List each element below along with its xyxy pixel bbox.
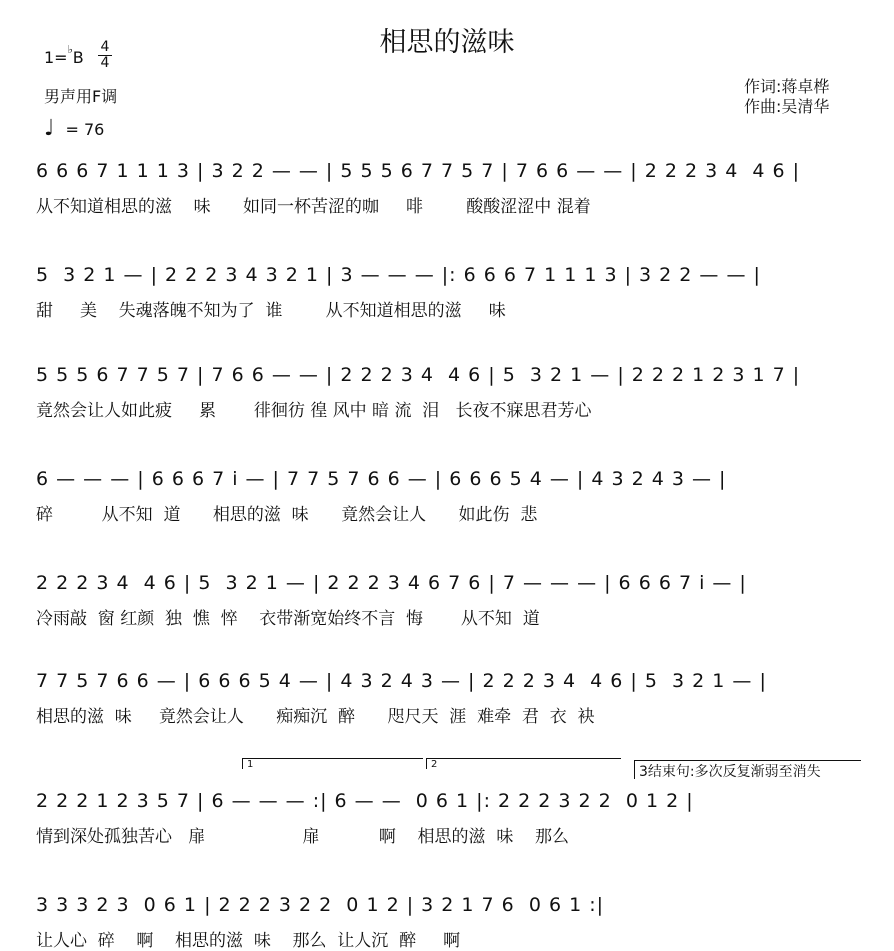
score-system-5: [36, 572, 860, 634]
notation-line: 6 6 6 7 1 1 1 3 | 3 2 2 — — | 5 5 5 6 7 7 5 7 | 7 6 6 — — | 2 2 2 3 4 4 6 |: [36, 160, 801, 182]
time-signature: [98, 40, 112, 71]
lyrics-line: 甜 美 失魂落魄不知为了 谁 从不知道相思的滋 味: [36, 301, 506, 321]
volta-third-ending: 3结束句:多次反复渐弱至消失: [634, 760, 861, 779]
key-prefix: 1=: [44, 48, 68, 67]
notation-line: 7 7 5 7 6 6 — | 6 6 6 5 4 — | 4 3 2 4 3 — | 2 2 2 3 4 4 6 | 5 3 2 1 — |: [36, 670, 767, 692]
flat-sign: ♭: [67, 43, 73, 56]
meter-top: 4: [100, 39, 110, 55]
lyrics-line: 冷雨敲 窗 红颜 独 憔 悴 衣带渐宽始终不言 悔 从不知 道: [36, 609, 540, 629]
score-system-1: [36, 160, 860, 222]
meter-bottom: 4: [100, 55, 110, 71]
quarter-note-icon: ♩: [44, 116, 55, 141]
notation-line: 3 3 3 2 3 0 6 1 | 2 2 2 3 2 2 0 1 2 | 3 2 1 7 6 0 6 1 :|: [36, 894, 605, 916]
notation-line: 2 2 2 3 4 4 6 | 5 3 2 1 — | 2 2 2 3 4 6 7 6 | 7 — — — | 6 6 6 7 i — |: [36, 572, 747, 594]
tempo-marking: [44, 116, 104, 141]
tempo-value: = 76: [65, 120, 105, 139]
male-key-note: 男声用F调: [44, 87, 118, 106]
score-system-3: [36, 364, 860, 426]
notation-line: 5 3 2 1 — | 2 2 2 3 4 3 2 1 | 3 — — — |: 6 6 6 7 1 1 1 3 | 3 2 2 — — |: [36, 264, 761, 286]
notation-line: 2 2 2 1 2 3 5 7 | 6 — — — :| 6 — — 0 6 1 |: 2 2 2 3 2 2 0 1 2 |: [36, 790, 694, 812]
composer-credit: 作曲:吴清华: [744, 97, 830, 116]
score-system-6: [36, 670, 860, 732]
score-system-4: [36, 468, 860, 530]
lyricist-credit: 作词:蒋卓桦: [744, 77, 830, 96]
page-title: 相思的滋味: [379, 27, 515, 58]
lyrics-line: 从不知道相思的滋 味 如同一杯苦涩的咖 啡 酸酸涩涩中 混着: [36, 197, 591, 217]
lyrics-line: 相思的滋 味 竟然会让人 痴痴沉 醉 咫尺天 涯 难牵 君 衣 袂: [36, 707, 595, 727]
lyrics-line: 让人心 碎 啊 相思的滋 味 那么 让人沉 醉 啊: [36, 931, 461, 951]
key-note: B: [72, 48, 84, 67]
lyrics-line: 碎 从不知 道 相思的滋 味 竟然会让人 如此伤 悲: [36, 505, 538, 525]
score-system-8: [36, 894, 860, 951]
notation-line: 6 — — — | 6 6 6 7 i — | 7 7 5 7 6 6 — | 6 6 6 5 4 — | 4 3 2 4 3 — |: [36, 468, 727, 490]
score-system-7: [36, 790, 860, 852]
notation-line: 5 5 5 6 7 7 5 7 | 7 6 6 — — | 2 2 2 3 4 4 6 | 5 3 2 1 — | 2 2 2 1 2 3 1 7 |: [36, 364, 801, 386]
lyrics-line: 情到深处孤独苦心 扉 扉 啊 相思的滋 味 那么: [36, 827, 569, 847]
lyrics-line: 竟然会让人如此疲 累 徘徊彷 徨 风中 暗 流 泪 长夜不寐思君芳心: [36, 401, 592, 421]
score-system-2: [36, 264, 860, 326]
volta-first: 1: [242, 758, 423, 769]
volta-second: 2: [426, 758, 621, 769]
key-signature: [44, 43, 84, 67]
